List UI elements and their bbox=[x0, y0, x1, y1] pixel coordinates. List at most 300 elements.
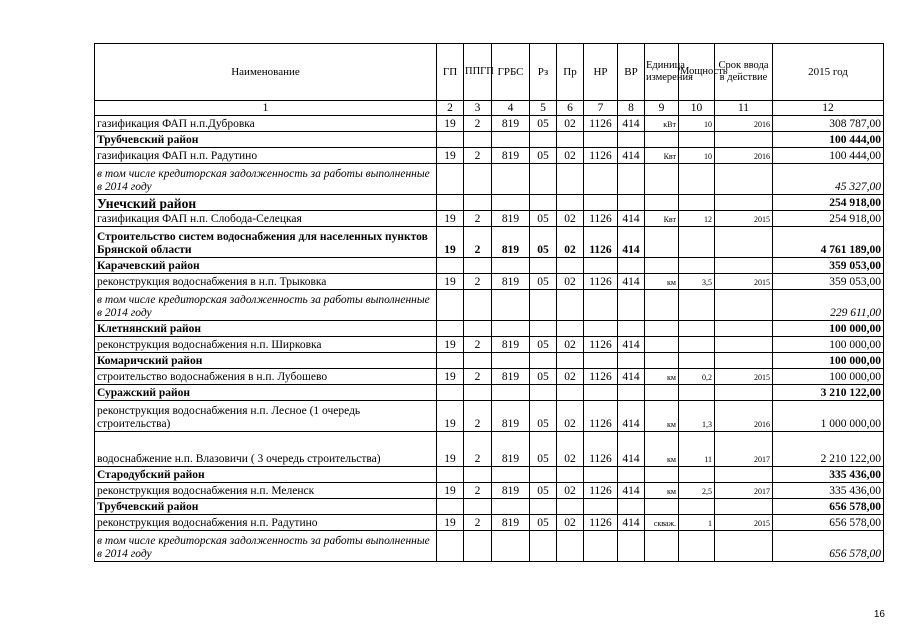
cell-rz: 05 bbox=[530, 116, 557, 132]
cell-vr: 414 bbox=[618, 432, 645, 467]
cell-name: строительство водоснабжения в н.п. Лубошево bbox=[95, 369, 437, 385]
cell-nr: 1126 bbox=[584, 432, 618, 467]
cell-name: реконструкция водоснабжения н.п. Лесное (1 очередь строительства) bbox=[95, 401, 437, 432]
cell-unit bbox=[645, 499, 679, 515]
cell-amount: 308 787,00 bbox=[773, 116, 884, 132]
cell-name: реконструкция водоснабжения н.п. Меленск bbox=[95, 483, 437, 499]
table-row bbox=[95, 515, 884, 531]
table-row bbox=[95, 531, 884, 562]
header-year: 2015 год bbox=[773, 44, 884, 101]
cell-term bbox=[715, 467, 773, 483]
cell-term: 2015 bbox=[715, 274, 773, 290]
cell-rz: 05 bbox=[530, 483, 557, 499]
cell-grbs bbox=[492, 321, 530, 337]
cell-gp bbox=[437, 132, 464, 148]
cell-gp: 19 bbox=[437, 483, 464, 499]
cell-capacity: 12 bbox=[679, 211, 715, 227]
cell-capacity: 10 bbox=[679, 148, 715, 164]
cell-unit bbox=[645, 385, 679, 401]
cell-capacity bbox=[679, 499, 715, 515]
cell-vr: 414 bbox=[618, 227, 645, 258]
cell-name: газификация ФАП н.п.Дубровка bbox=[95, 116, 437, 132]
cell-term bbox=[715, 321, 773, 337]
cell-nr: 1126 bbox=[584, 148, 618, 164]
cell-vr bbox=[618, 353, 645, 369]
cell-amount: 359 053,00 bbox=[773, 258, 884, 274]
cell-rz bbox=[530, 385, 557, 401]
cell-amount: 335 436,00 bbox=[773, 467, 884, 483]
cell-vr bbox=[618, 132, 645, 148]
cell-capacity: 0,2 bbox=[679, 369, 715, 385]
cell-name: в том числе кредиторская задолженность за работы выполненные в 2014 году bbox=[95, 531, 437, 562]
cell-ppgp: 2 bbox=[464, 369, 492, 385]
cell-ppgp bbox=[464, 467, 492, 483]
cell-name: газификация ФАП н.п. Радутино bbox=[95, 148, 437, 164]
header-unit: Единица измерения bbox=[645, 44, 679, 101]
cell-gp: 19 bbox=[437, 148, 464, 164]
cell-amount: 656 578,00 bbox=[773, 531, 884, 562]
header-vr: ВР bbox=[618, 44, 645, 101]
cell-capacity: 10 bbox=[679, 116, 715, 132]
table-row bbox=[95, 132, 884, 148]
table-row bbox=[95, 353, 884, 369]
cell-unit bbox=[645, 290, 679, 321]
cell-ppgp: 2 bbox=[464, 483, 492, 499]
cell-grbs: 819 bbox=[492, 116, 530, 132]
cell-gp: 19 bbox=[437, 116, 464, 132]
cell-rz: 05 bbox=[530, 211, 557, 227]
table-row bbox=[95, 227, 884, 258]
cell-term bbox=[715, 385, 773, 401]
cell-unit: скваж. bbox=[645, 515, 679, 531]
cell-ppgp bbox=[464, 499, 492, 515]
header-grbs: ГРБС bbox=[492, 44, 530, 101]
cell-vr bbox=[618, 321, 645, 337]
column-number: 4 bbox=[492, 101, 530, 116]
cell-term bbox=[715, 499, 773, 515]
cell-nr: 1126 bbox=[584, 274, 618, 290]
column-number: 3 bbox=[464, 101, 492, 116]
cell-grbs: 819 bbox=[492, 227, 530, 258]
cell-ppgp bbox=[464, 132, 492, 148]
cell-vr: 414 bbox=[618, 116, 645, 132]
table-row bbox=[95, 385, 884, 401]
cell-pr bbox=[557, 531, 584, 562]
cell-amount: 100 000,00 bbox=[773, 369, 884, 385]
column-number: 2 bbox=[437, 101, 464, 116]
column-number: 7 bbox=[584, 101, 618, 116]
cell-grbs bbox=[492, 467, 530, 483]
cell-ppgp: 2 bbox=[464, 274, 492, 290]
cell-term: 2016 bbox=[715, 148, 773, 164]
cell-vr bbox=[618, 467, 645, 483]
cell-ppgp bbox=[464, 531, 492, 562]
cell-nr: 1126 bbox=[584, 369, 618, 385]
cell-gp bbox=[437, 353, 464, 369]
cell-amount: 254 918,00 bbox=[773, 195, 884, 211]
cell-pr bbox=[557, 467, 584, 483]
column-number-row bbox=[95, 101, 884, 116]
cell-grbs bbox=[492, 258, 530, 274]
header-name: Наименование bbox=[95, 44, 437, 101]
cell-gp: 19 bbox=[437, 515, 464, 531]
cell-grbs: 819 bbox=[492, 148, 530, 164]
table-row bbox=[95, 116, 884, 132]
cell-grbs bbox=[492, 499, 530, 515]
cell-rz bbox=[530, 290, 557, 321]
cell-name: Строительство систем водоснабжения для населенных пунктов Брянской области bbox=[95, 227, 437, 258]
cell-grbs: 819 bbox=[492, 515, 530, 531]
cell-nr bbox=[584, 353, 618, 369]
cell-pr: 02 bbox=[557, 227, 584, 258]
cell-gp bbox=[437, 321, 464, 337]
cell-gp: 19 bbox=[437, 432, 464, 467]
cell-unit: Квт bbox=[645, 211, 679, 227]
cell-grbs bbox=[492, 164, 530, 195]
cell-ppgp: 2 bbox=[464, 148, 492, 164]
cell-nr bbox=[584, 132, 618, 148]
cell-capacity bbox=[679, 467, 715, 483]
cell-rz bbox=[530, 132, 557, 148]
cell-pr: 02 bbox=[557, 401, 584, 432]
cell-rz: 05 bbox=[530, 227, 557, 258]
cell-capacity: 2,5 bbox=[679, 483, 715, 499]
cell-rz bbox=[530, 531, 557, 562]
cell-rz: 05 bbox=[530, 515, 557, 531]
cell-pr: 02 bbox=[557, 116, 584, 132]
cell-ppgp: 2 bbox=[464, 401, 492, 432]
cell-pr: 02 bbox=[557, 369, 584, 385]
cell-pr bbox=[557, 290, 584, 321]
cell-capacity: 11 bbox=[679, 432, 715, 467]
cell-nr: 1126 bbox=[584, 337, 618, 353]
cell-term bbox=[715, 227, 773, 258]
cell-capacity bbox=[679, 195, 715, 211]
cell-vr bbox=[618, 499, 645, 515]
cell-vr: 414 bbox=[618, 211, 645, 227]
cell-pr bbox=[557, 195, 584, 211]
cell-vr: 414 bbox=[618, 274, 645, 290]
budget-table bbox=[94, 43, 884, 562]
cell-ppgp: 2 bbox=[464, 515, 492, 531]
cell-gp: 19 bbox=[437, 227, 464, 258]
cell-gp bbox=[437, 195, 464, 211]
cell-vr bbox=[618, 290, 645, 321]
cell-gp: 19 bbox=[437, 337, 464, 353]
table-row bbox=[95, 258, 884, 274]
cell-ppgp: 2 bbox=[464, 116, 492, 132]
cell-vr: 414 bbox=[618, 369, 645, 385]
cell-term bbox=[715, 195, 773, 211]
cell-name: в том числе кредиторская задолженность за работы выполненные в 2014 году bbox=[95, 164, 437, 195]
cell-nr bbox=[584, 321, 618, 337]
table-row bbox=[95, 148, 884, 164]
cell-gp bbox=[437, 258, 464, 274]
cell-vr: 414 bbox=[618, 337, 645, 353]
cell-ppgp bbox=[464, 385, 492, 401]
cell-grbs: 819 bbox=[492, 274, 530, 290]
table-row bbox=[95, 499, 884, 515]
cell-amount: 656 578,00 bbox=[773, 515, 884, 531]
column-number: 11 bbox=[715, 101, 773, 116]
table-row bbox=[95, 164, 884, 195]
cell-rz: 05 bbox=[530, 337, 557, 353]
cell-capacity: 1,3 bbox=[679, 401, 715, 432]
cell-name: Унечский район bbox=[95, 195, 437, 211]
cell-name: реконструкция водоснабжения в н.п. Трыковка bbox=[95, 274, 437, 290]
cell-capacity bbox=[679, 385, 715, 401]
cell-pr: 02 bbox=[557, 274, 584, 290]
cell-name: водоснабжение н.п. Влазовичи ( 3 очередь строительства) bbox=[95, 432, 437, 467]
table-row bbox=[95, 337, 884, 353]
cell-amount: 100 444,00 bbox=[773, 132, 884, 148]
table-row bbox=[95, 195, 884, 211]
cell-pr: 02 bbox=[557, 337, 584, 353]
cell-amount: 335 436,00 bbox=[773, 483, 884, 499]
cell-grbs bbox=[492, 385, 530, 401]
cell-ppgp bbox=[464, 195, 492, 211]
cell-pr bbox=[557, 499, 584, 515]
cell-unit bbox=[645, 337, 679, 353]
cell-rz bbox=[530, 467, 557, 483]
cell-nr: 1126 bbox=[584, 227, 618, 258]
cell-nr bbox=[584, 499, 618, 515]
cell-rz bbox=[530, 195, 557, 211]
cell-unit: км bbox=[645, 274, 679, 290]
cell-amount: 1 000 000,00 bbox=[773, 401, 884, 432]
cell-term bbox=[715, 337, 773, 353]
header-term: Срок ввода в действие bbox=[715, 44, 773, 101]
cell-pr bbox=[557, 321, 584, 337]
cell-amount: 100 000,00 bbox=[773, 321, 884, 337]
cell-term: 2015 bbox=[715, 369, 773, 385]
cell-gp bbox=[437, 290, 464, 321]
cell-vr bbox=[618, 531, 645, 562]
cell-term: 2016 bbox=[715, 401, 773, 432]
cell-amount: 4 761 189,00 bbox=[773, 227, 884, 258]
cell-pr bbox=[557, 132, 584, 148]
cell-ppgp: 2 bbox=[464, 211, 492, 227]
cell-capacity bbox=[679, 353, 715, 369]
cell-name: Клетнянский район bbox=[95, 321, 437, 337]
cell-ppgp: 2 bbox=[464, 227, 492, 258]
cell-vr: 414 bbox=[618, 401, 645, 432]
cell-nr bbox=[584, 531, 618, 562]
cell-unit bbox=[645, 227, 679, 258]
column-number: 5 bbox=[530, 101, 557, 116]
cell-name: реконструкция водоснабжения н.п. Радутино bbox=[95, 515, 437, 531]
table-row bbox=[95, 321, 884, 337]
cell-gp: 19 bbox=[437, 274, 464, 290]
cell-unit bbox=[645, 353, 679, 369]
cell-nr: 1126 bbox=[584, 401, 618, 432]
cell-amount: 656 578,00 bbox=[773, 499, 884, 515]
cell-name: в том числе кредиторская задолженность за работы выполненные в 2014 году bbox=[95, 290, 437, 321]
cell-capacity: 1 bbox=[679, 515, 715, 531]
cell-grbs bbox=[492, 132, 530, 148]
cell-rz: 05 bbox=[530, 148, 557, 164]
cell-grbs bbox=[492, 531, 530, 562]
cell-pr: 02 bbox=[557, 148, 584, 164]
cell-nr bbox=[584, 164, 618, 195]
header-row bbox=[95, 44, 884, 101]
cell-unit: кВт bbox=[645, 116, 679, 132]
cell-rz bbox=[530, 353, 557, 369]
cell-capacity bbox=[679, 258, 715, 274]
cell-amount: 254 918,00 bbox=[773, 211, 884, 227]
cell-gp: 19 bbox=[437, 401, 464, 432]
cell-name: Трубчевский район bbox=[95, 132, 437, 148]
cell-vr bbox=[618, 195, 645, 211]
table-row bbox=[95, 369, 884, 385]
cell-capacity bbox=[679, 227, 715, 258]
cell-unit bbox=[645, 467, 679, 483]
cell-gp bbox=[437, 467, 464, 483]
cell-gp bbox=[437, 385, 464, 401]
cell-name: Карачевский район bbox=[95, 258, 437, 274]
cell-name: Стародубский район bbox=[95, 467, 437, 483]
header-gp: ГП bbox=[437, 44, 464, 101]
cell-name: газификация ФАП н.п. Слобода-Селецкая bbox=[95, 211, 437, 227]
cell-pr bbox=[557, 353, 584, 369]
cell-nr: 1126 bbox=[584, 211, 618, 227]
cell-term bbox=[715, 353, 773, 369]
cell-ppgp bbox=[464, 353, 492, 369]
cell-capacity bbox=[679, 290, 715, 321]
cell-ppgp bbox=[464, 321, 492, 337]
table-body bbox=[95, 101, 884, 562]
cell-name: Трубчевский район bbox=[95, 499, 437, 515]
cell-term: 2015 bbox=[715, 515, 773, 531]
cell-unit bbox=[645, 531, 679, 562]
cell-amount: 2 210 122,00 bbox=[773, 432, 884, 467]
cell-amount: 100 000,00 bbox=[773, 337, 884, 353]
cell-amount: 229 611,00 bbox=[773, 290, 884, 321]
cell-vr: 414 bbox=[618, 148, 645, 164]
cell-grbs: 819 bbox=[492, 432, 530, 467]
cell-grbs: 819 bbox=[492, 483, 530, 499]
cell-pr bbox=[557, 258, 584, 274]
cell-nr: 1126 bbox=[584, 515, 618, 531]
cell-grbs bbox=[492, 353, 530, 369]
column-number: 10 bbox=[679, 101, 715, 116]
table-row bbox=[95, 211, 884, 227]
cell-capacity: 3,5 bbox=[679, 274, 715, 290]
cell-vr: 414 bbox=[618, 483, 645, 499]
cell-vr bbox=[618, 385, 645, 401]
cell-pr bbox=[557, 164, 584, 195]
table-row bbox=[95, 432, 884, 467]
cell-name: Суражский район bbox=[95, 385, 437, 401]
cell-rz: 05 bbox=[530, 369, 557, 385]
cell-amount: 100 000,00 bbox=[773, 353, 884, 369]
cell-capacity bbox=[679, 132, 715, 148]
cell-unit: км bbox=[645, 401, 679, 432]
cell-capacity bbox=[679, 337, 715, 353]
cell-amount: 100 444,00 bbox=[773, 148, 884, 164]
cell-rz bbox=[530, 258, 557, 274]
cell-term bbox=[715, 290, 773, 321]
cell-grbs: 819 bbox=[492, 337, 530, 353]
cell-vr bbox=[618, 164, 645, 195]
cell-amount: 359 053,00 bbox=[773, 274, 884, 290]
cell-term bbox=[715, 258, 773, 274]
cell-unit: Квт bbox=[645, 148, 679, 164]
cell-term: 2016 bbox=[715, 116, 773, 132]
table-row bbox=[95, 274, 884, 290]
cell-amount: 3 210 122,00 bbox=[773, 385, 884, 401]
cell-rz bbox=[530, 499, 557, 515]
cell-ppgp bbox=[464, 164, 492, 195]
cell-rz bbox=[530, 321, 557, 337]
cell-term bbox=[715, 132, 773, 148]
cell-ppgp bbox=[464, 258, 492, 274]
column-number: 9 bbox=[645, 101, 679, 116]
cell-capacity bbox=[679, 164, 715, 195]
cell-name: реконструкция водоснабжения н.п. Ширковка bbox=[95, 337, 437, 353]
cell-pr: 02 bbox=[557, 432, 584, 467]
cell-gp: 19 bbox=[437, 211, 464, 227]
cell-unit bbox=[645, 258, 679, 274]
cell-term bbox=[715, 164, 773, 195]
cell-nr: 1126 bbox=[584, 483, 618, 499]
table-row bbox=[95, 401, 884, 432]
cell-pr: 02 bbox=[557, 211, 584, 227]
cell-grbs: 819 bbox=[492, 401, 530, 432]
cell-amount: 45 327,00 bbox=[773, 164, 884, 195]
table-row bbox=[95, 290, 884, 321]
cell-ppgp: 2 bbox=[464, 337, 492, 353]
cell-grbs: 819 bbox=[492, 369, 530, 385]
cell-term: 2017 bbox=[715, 483, 773, 499]
cell-pr: 02 bbox=[557, 515, 584, 531]
cell-nr bbox=[584, 385, 618, 401]
cell-nr: 1126 bbox=[584, 116, 618, 132]
header-capacity: Мощность bbox=[679, 44, 715, 101]
cell-grbs: 819 bbox=[492, 211, 530, 227]
cell-pr: 02 bbox=[557, 483, 584, 499]
page-number: 16 bbox=[873, 609, 885, 620]
cell-gp: 19 bbox=[437, 369, 464, 385]
header-ppgp: ППГП bbox=[464, 44, 492, 101]
cell-capacity bbox=[679, 321, 715, 337]
cell-grbs bbox=[492, 195, 530, 211]
column-number: 12 bbox=[773, 101, 884, 116]
cell-unit bbox=[645, 195, 679, 211]
cell-vr bbox=[618, 258, 645, 274]
column-number: 1 bbox=[95, 101, 437, 116]
cell-rz: 05 bbox=[530, 401, 557, 432]
table-row bbox=[95, 467, 884, 483]
cell-term: 2017 bbox=[715, 432, 773, 467]
cell-gp bbox=[437, 499, 464, 515]
cell-nr bbox=[584, 258, 618, 274]
cell-unit bbox=[645, 321, 679, 337]
cell-ppgp bbox=[464, 290, 492, 321]
cell-ppgp: 2 bbox=[464, 432, 492, 467]
cell-rz: 05 bbox=[530, 274, 557, 290]
cell-vr: 414 bbox=[618, 515, 645, 531]
cell-grbs bbox=[492, 290, 530, 321]
cell-unit: км bbox=[645, 432, 679, 467]
cell-unit: км bbox=[645, 483, 679, 499]
cell-nr bbox=[584, 195, 618, 211]
cell-nr bbox=[584, 290, 618, 321]
cell-gp bbox=[437, 164, 464, 195]
cell-rz: 05 bbox=[530, 432, 557, 467]
cell-pr bbox=[557, 385, 584, 401]
header-nr: НР bbox=[584, 44, 618, 101]
